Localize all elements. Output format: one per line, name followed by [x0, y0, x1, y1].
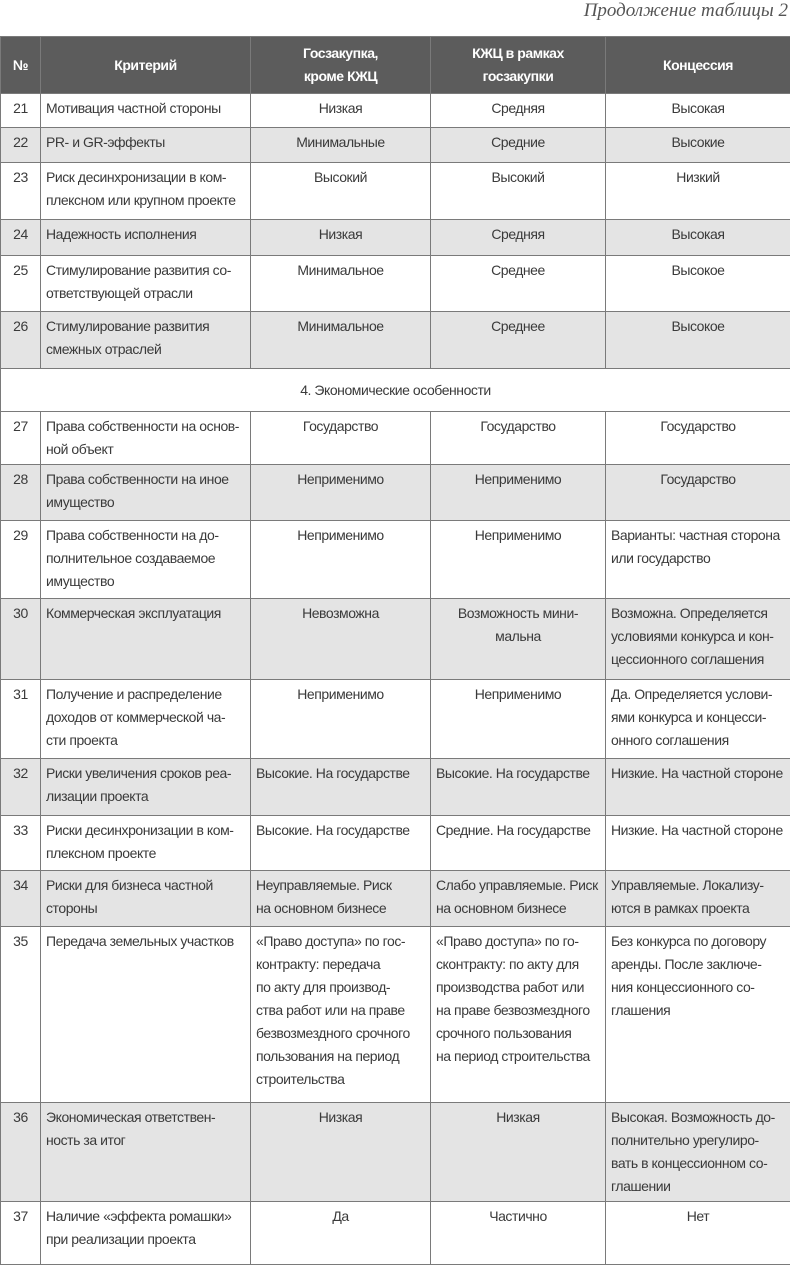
header-number: №	[1, 37, 41, 94]
criterion-cell: Риск десинхронизации в ком- плексном или крупном проекте	[41, 163, 251, 220]
row-number: 24	[1, 220, 41, 256]
header-concession: Концессия	[606, 37, 790, 94]
criterion-cell: Получение и распределение доходов от коммерческой ча- сти проекта	[41, 680, 251, 759]
criterion-cell: Права собственности на до- полнительное создаваемое имущество	[41, 521, 251, 599]
gov-procurement-cell: Да	[251, 1202, 431, 1265]
concession-cell: Варианты: частная сторона или государство	[606, 521, 790, 599]
concession-cell: Высокая	[606, 220, 790, 256]
table-row	[1, 1202, 790, 1265]
gov-procurement-cell: Низкая	[251, 94, 431, 128]
kzhc-cell: Высокие. На государстве	[431, 759, 606, 816]
row-number: 27	[1, 412, 41, 465]
gov-procurement-cell: Высокий	[251, 163, 431, 220]
comparison-table	[0, 36, 790, 1265]
concession-cell: Высокое	[606, 312, 790, 369]
criterion-cell: Мотивация частной стороны	[41, 94, 251, 128]
table-row	[1, 1103, 790, 1202]
gov-procurement-cell: Высокие. На государстве	[251, 759, 431, 816]
table-row	[1, 521, 790, 599]
table-header-row	[1, 37, 790, 94]
gov-procurement-cell: Низкая	[251, 1103, 431, 1202]
table-caption: Продолжение таблицы 2	[584, 0, 788, 22]
kzhc-cell: Слабо управляемые. Риск на основном бизнесе	[431, 871, 606, 927]
row-number: 33	[1, 816, 41, 871]
criterion-cell: Стимулирование развития со- ответствующей отрасли	[41, 256, 251, 312]
row-number: 30	[1, 599, 41, 680]
row-number: 22	[1, 128, 41, 163]
kzhc-cell: Средние	[431, 128, 606, 163]
criterion-cell: Риски увеличения сроков реа- лизации проекта	[41, 759, 251, 816]
row-number: 25	[1, 256, 41, 312]
gov-procurement-cell: Неприменимо	[251, 680, 431, 759]
table-row	[1, 220, 790, 256]
concession-cell: Низкие. На частной стороне	[606, 816, 790, 871]
table-row	[1, 816, 790, 871]
kzhc-cell: Неприменимо	[431, 465, 606, 521]
gov-procurement-cell: Минимальное	[251, 256, 431, 312]
gov-procurement-cell: Невозможна	[251, 599, 431, 680]
criterion-cell: Передача земельных участков	[41, 927, 251, 1103]
kzhc-cell: Среднее	[431, 256, 606, 312]
concession-cell: Высокие	[606, 128, 790, 163]
row-number: 29	[1, 521, 41, 599]
table-row	[1, 94, 790, 128]
table-row	[1, 927, 790, 1103]
row-number: 37	[1, 1202, 41, 1265]
row-number: 36	[1, 1103, 41, 1202]
row-number: 32	[1, 759, 41, 816]
table-row	[1, 871, 790, 927]
criterion-cell: Экономическая ответствен- ность за итог	[41, 1103, 251, 1202]
kzhc-cell: Неприменимо	[431, 680, 606, 759]
criterion-cell: Права собственности на иное имущество	[41, 465, 251, 521]
concession-cell: Низкие. На частной стороне	[606, 759, 790, 816]
gov-procurement-cell: «Право доступа» по гос- контракту: передача по акту для производ- ства работ или на праве безвозмездного срочного пользования на период строительства	[251, 927, 431, 1103]
header-gov-procurement: Госзакупка, кроме КЖЦ	[251, 37, 431, 94]
concession-cell: Государство	[606, 465, 790, 521]
kzhc-cell: Государство	[431, 412, 606, 465]
concession-cell: Возможна. Определяется условиями конкурса и кон- цессионного соглашения	[606, 599, 790, 680]
concession-cell: Низкий	[606, 163, 790, 220]
table-row	[1, 599, 790, 680]
concession-cell: Высокая. Возможность до- полнительно урегулиро- вать в концессионном со- глашении	[606, 1103, 790, 1202]
gov-procurement-cell: Минимальные	[251, 128, 431, 163]
criterion-cell: Права собственности на основ- ной объект	[41, 412, 251, 465]
table-row	[1, 759, 790, 816]
gov-procurement-cell: Государство	[251, 412, 431, 465]
concession-cell: Без конкурса по договору аренды. После заключе- ния концессионного со- глашения	[606, 927, 790, 1103]
concession-cell: Да. Определяется услови- ями конкурса и концесси- онного соглашения	[606, 680, 790, 759]
kzhc-cell: Возможность мини- мальна	[431, 599, 606, 680]
header-kzhc: КЖЦ в рамках госзакупки	[431, 37, 606, 94]
kzhc-cell: «Право доступа» по го- сконтракту: по акту для производства работ или на праве безвозмездного срочного пользования на период строительства	[431, 927, 606, 1103]
kzhc-cell: Низкая	[431, 1103, 606, 1202]
row-number: 23	[1, 163, 41, 220]
kzhc-cell: Среднее	[431, 312, 606, 369]
criterion-cell: Риски для бизнеса частной стороны	[41, 871, 251, 927]
concession-cell: Государство	[606, 412, 790, 465]
gov-procurement-cell: Высокие. На государстве	[251, 816, 431, 871]
kzhc-cell: Средняя	[431, 94, 606, 128]
criterion-cell: Риски десинхронизации в ком- плексном проекте	[41, 816, 251, 871]
kzhc-cell: Частично	[431, 1202, 606, 1265]
kzhc-cell: Высокий	[431, 163, 606, 220]
criterion-cell: PR- и GR-эффекты	[41, 128, 251, 163]
criterion-cell: Стимулирование развития смежных отраслей	[41, 312, 251, 369]
concession-cell: Управляемые. Локализу- ются в рамках проекта	[606, 871, 790, 927]
table-row	[1, 256, 790, 312]
table-row	[1, 163, 790, 220]
criterion-cell: Коммерческая эксплуатация	[41, 599, 251, 680]
table-row	[1, 312, 790, 369]
row-number: 28	[1, 465, 41, 521]
header-criterion: Критерий	[41, 37, 251, 94]
gov-procurement-cell: Неприменимо	[251, 521, 431, 599]
row-number: 34	[1, 871, 41, 927]
criterion-cell: Надежность исполнения	[41, 220, 251, 256]
table-row	[1, 128, 790, 163]
gov-procurement-cell: Минимальное	[251, 312, 431, 369]
gov-procurement-cell: Неуправляемые. Риск на основном бизнесе	[251, 871, 431, 927]
row-number: 26	[1, 312, 41, 369]
kzhc-cell: Неприменимо	[431, 521, 606, 599]
table-row	[1, 412, 790, 465]
concession-cell: Высокая	[606, 94, 790, 128]
table-row	[1, 680, 790, 759]
kzhc-cell: Средние. На государстве	[431, 816, 606, 871]
table-row	[1, 465, 790, 521]
gov-procurement-cell: Неприменимо	[251, 465, 431, 521]
criterion-cell: Наличие «эффекта ромашки» при реализации проекта	[41, 1202, 251, 1265]
section-row	[1, 369, 790, 412]
concession-cell: Нет	[606, 1202, 790, 1265]
kzhc-cell: Средняя	[431, 220, 606, 256]
gov-procurement-cell: Низкая	[251, 220, 431, 256]
row-number: 21	[1, 94, 41, 128]
section-heading: 4. Экономические особенности	[1, 369, 790, 412]
concession-cell: Высокое	[606, 256, 790, 312]
row-number: 31	[1, 680, 41, 759]
row-number: 35	[1, 927, 41, 1103]
